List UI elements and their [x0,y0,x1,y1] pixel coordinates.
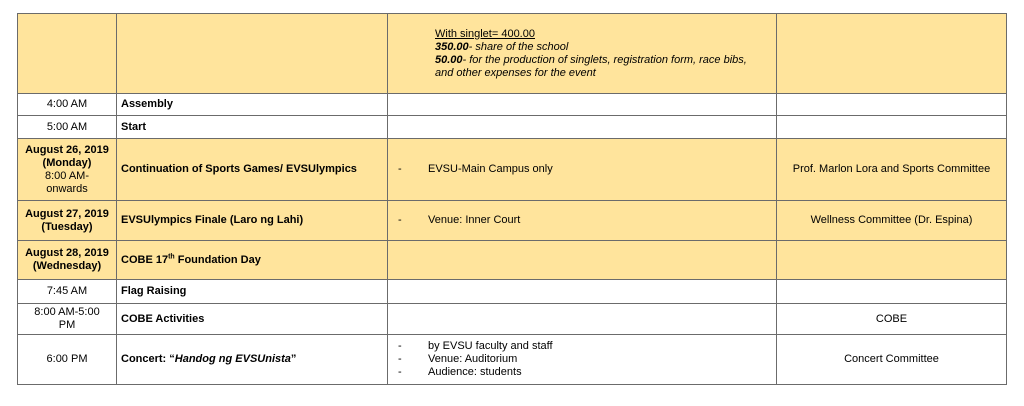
table-row [18,14,1007,94]
bullet-dash: - [398,214,402,226]
person-cell: Concert Committee [777,335,1007,385]
person-cell [777,116,1007,139]
person-cell: Prof. Marlon Lora and Sports Committee [777,139,1007,201]
time-cell: 5:00 AM [18,116,117,139]
date-cell [18,201,117,241]
activity-cell: Start [117,116,388,139]
date-cell [18,139,117,201]
activity-cell [117,14,388,94]
activity-text: COBE 17 [121,253,169,266]
activity-cell [117,241,388,280]
person-cell: Wellness Committee (Dr. Espina) [777,201,1007,241]
table-row [18,304,1007,335]
activity-cell: Flag Raising [117,280,388,304]
table-row [18,335,1007,385]
table-row [18,139,1007,201]
person-cell [777,241,1007,280]
time-cell: 4:00 AM [18,94,117,116]
detail-text: Venue: Inner Court [428,214,521,226]
date-cell [18,241,117,280]
table-row [18,201,1007,241]
activity-cell: EVSUlympics Finale (Laro ng Lahi) [117,201,388,241]
day-label: (Monday) [42,156,92,169]
concert-title: Handog ng EVSUnista [174,353,291,365]
detail-cell [388,94,777,116]
time-cell [18,304,117,335]
activity-cell: COBE Activities [117,304,388,335]
date-label: August 28, 2019 [25,247,109,259]
date-label: August 27, 2019 [25,207,109,220]
fee-text-production: - for the production of singlets, registration form, race bibs, [462,53,747,66]
table-row [18,280,1007,304]
schedule-table [17,13,1007,385]
detail-cell [388,139,777,201]
time-cell [18,14,117,94]
fee-line-singlet: With singlet= 400.00 [435,27,535,40]
person-cell [777,14,1007,94]
fee-note-cell [388,14,777,94]
table-row [18,94,1007,116]
detail-cell [388,304,777,335]
bullet-dash: - [398,340,402,352]
time-label: 8:00 AM- [44,169,90,182]
time-cell: 7:45 AM [18,280,117,304]
activity-cell [117,335,388,385]
fee-amount-production: 50.00 [435,53,463,66]
detail-text: by EVSU faculty and staff [428,340,553,352]
time-label: onwards [46,182,88,195]
detail-cell [388,280,777,304]
date-label: August 26, 2019 [25,143,109,156]
table-row [18,116,1007,139]
time-label: 8:00 AM-5:00 [34,306,100,318]
day-label: (Tuesday) [41,220,93,233]
activity-text: ” [290,353,297,365]
bullet-dash: - [398,163,402,175]
person-cell: COBE [777,304,1007,335]
detail-text: EVSU-Main Campus only [428,163,553,175]
fee-note [392,28,772,80]
activity-text: Concert: “ [121,353,175,365]
fee-amount-school: 350.00 [435,40,469,53]
detail-cell [388,116,777,139]
detail-text: Venue: Auditorium [428,353,518,365]
day-label: (Wednesday) [32,260,102,272]
ordinal-suffix: th [168,252,175,260]
table-row [18,241,1007,280]
detail-cell [388,335,777,385]
fee-text-expenses: and other expenses for the event [435,66,596,79]
bullet-dash: - [398,353,402,365]
person-cell [777,94,1007,116]
detail-cell [388,201,777,241]
bullet-dash: - [398,366,402,378]
detail-cell [388,241,777,280]
person-cell [777,280,1007,304]
detail-text: Audience: students [428,366,522,378]
time-label: PM [58,319,76,331]
fee-text-school: - share of the school [468,40,569,53]
activity-text: Foundation Day [174,253,261,266]
activity-cell: Assembly [117,94,388,116]
time-cell: 6:00 PM [18,335,117,385]
activity-cell: Continuation of Sports Games/ EVSUlympics [117,139,388,201]
